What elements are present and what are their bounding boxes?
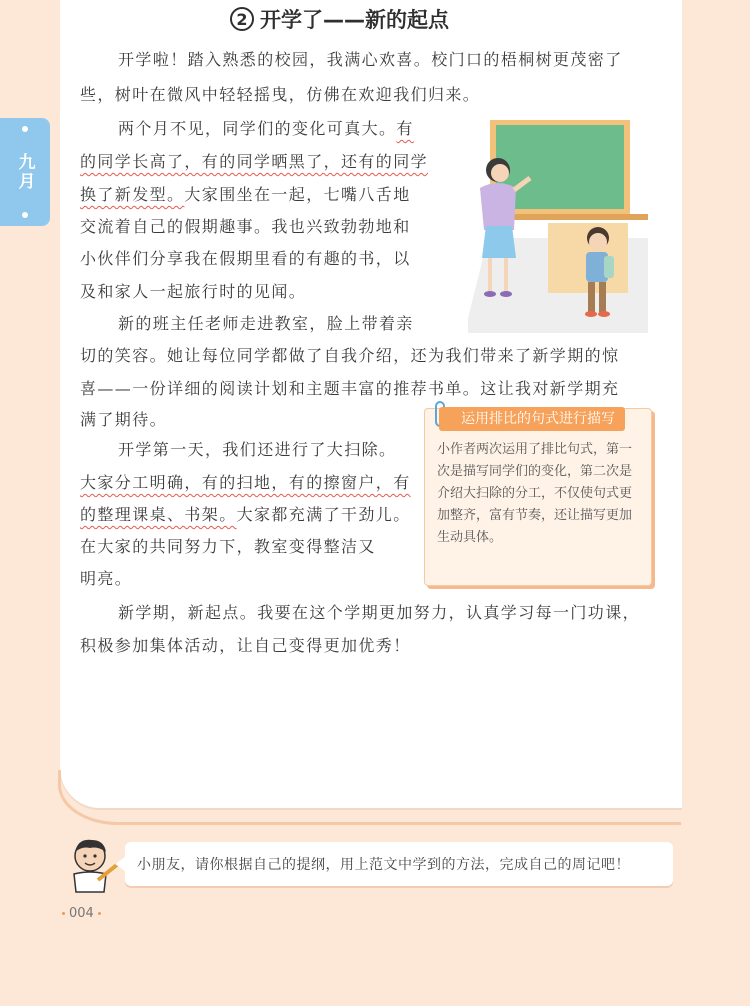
month-label: 九月 (14, 153, 35, 191)
body-line (80, 537, 376, 557)
text-segment: 积极参加集体活动，让自己变得更加优秀！ (80, 636, 411, 655)
text-segment: 开学啦！踏入熟悉的校园，我满心欢喜。校门口的梧桐树更茂密了 (118, 50, 623, 69)
month-tab (0, 118, 50, 226)
text-segment: 两个月不见，同学们的变化可真大。 (118, 119, 397, 138)
text-segment: 切的笑容。她让每位同学都做了自我介绍，还为我们带来了新学期的惊 (80, 346, 620, 365)
text-segment: 新学期，新起点。我要在这个学期更加努力，认真学习每一门功课， (118, 603, 641, 622)
body-line (118, 119, 414, 139)
underlined-segment: 大家分工明确，有的扫地，有的擦窗户，有 (80, 473, 411, 492)
body-line (80, 636, 411, 656)
page-title (230, 4, 449, 34)
body-line (80, 505, 411, 525)
text-segment: 大家围坐在一起，七嘴八舌地 (184, 185, 411, 204)
body-line (80, 379, 619, 399)
text-segment: 些，树叶在微风中轻轻摇曳，仿佛在欢迎我们归来。 (80, 85, 481, 104)
body-line (80, 569, 132, 589)
underlined-segment: 的整理课桌、书架。 (80, 505, 237, 524)
dot-icon (98, 912, 101, 915)
annotation-note (424, 408, 652, 586)
text-segment: 新的班主任老师走进教室，脸上带着亲 (118, 314, 414, 333)
underlined-segment: 有 (396, 119, 414, 138)
page-curl-decoration (58, 770, 681, 825)
text-segment: 明亮。 (80, 569, 133, 588)
prompt-text: 小朋友，请你根据自己的提纲，用上范文中学到的方法，完成自己的周记吧！ (137, 857, 630, 873)
text-segment: 及和家人一起旅行时的见闻。 (80, 282, 307, 301)
body-line (80, 152, 428, 172)
boy-with-pencil-icon (64, 834, 120, 894)
title-number-badge: 2 (230, 7, 254, 31)
body-line (118, 50, 623, 70)
body-line (80, 185, 411, 205)
dot-icon (22, 212, 28, 218)
underlined-segment: 换了新发型。 (80, 185, 185, 204)
body-line (118, 603, 640, 623)
dot-icon (62, 912, 65, 915)
underlined-segment: 的同学长高了，有的同学晒黑了，还有的同学 (80, 152, 429, 171)
body-line (118, 440, 396, 460)
text-segment: 大家都充满了干劲儿。 (236, 505, 411, 524)
body-line (80, 346, 619, 366)
note-text: 小作者两次运用了排比句式，第一次是描写同学们的变化，第二次是介绍大扫除的分工，不仅使句式更加整齐，富有节奏，还让描写更加生动具体。 (437, 442, 633, 545)
body-line (80, 473, 411, 493)
text-segment: 交流着自己的假期趣事。我也兴致勃勃地和 (80, 217, 411, 236)
body-line (80, 282, 306, 302)
prompt-bubble (125, 842, 673, 886)
text-segment: 在大家的共同努力下，教室变得整洁又 (80, 537, 376, 556)
body-line (118, 314, 414, 334)
text-segment: 小伙伴们分享我在假期里看的有趣的书，以 (80, 249, 411, 268)
body-line (80, 85, 480, 105)
body-line (80, 217, 411, 237)
text-segment: 喜——一份详细的阅读计划和主题丰富的推荐书单。这让我对新学期充 (80, 379, 620, 398)
text-segment: 满了期待。 (80, 410, 168, 429)
note-title: 运用排比的句式进行描写 (439, 407, 625, 431)
text-segment: 开学第一天，我们还进行了大扫除。 (118, 440, 397, 459)
body-line (80, 410, 167, 430)
classroom-illustration (468, 118, 648, 333)
dot-icon (22, 126, 28, 132)
page-number-text: 004 (69, 906, 94, 921)
body-line (80, 249, 411, 269)
title-text: 开学了——新的起点 (260, 8, 449, 32)
page-number (62, 906, 101, 921)
